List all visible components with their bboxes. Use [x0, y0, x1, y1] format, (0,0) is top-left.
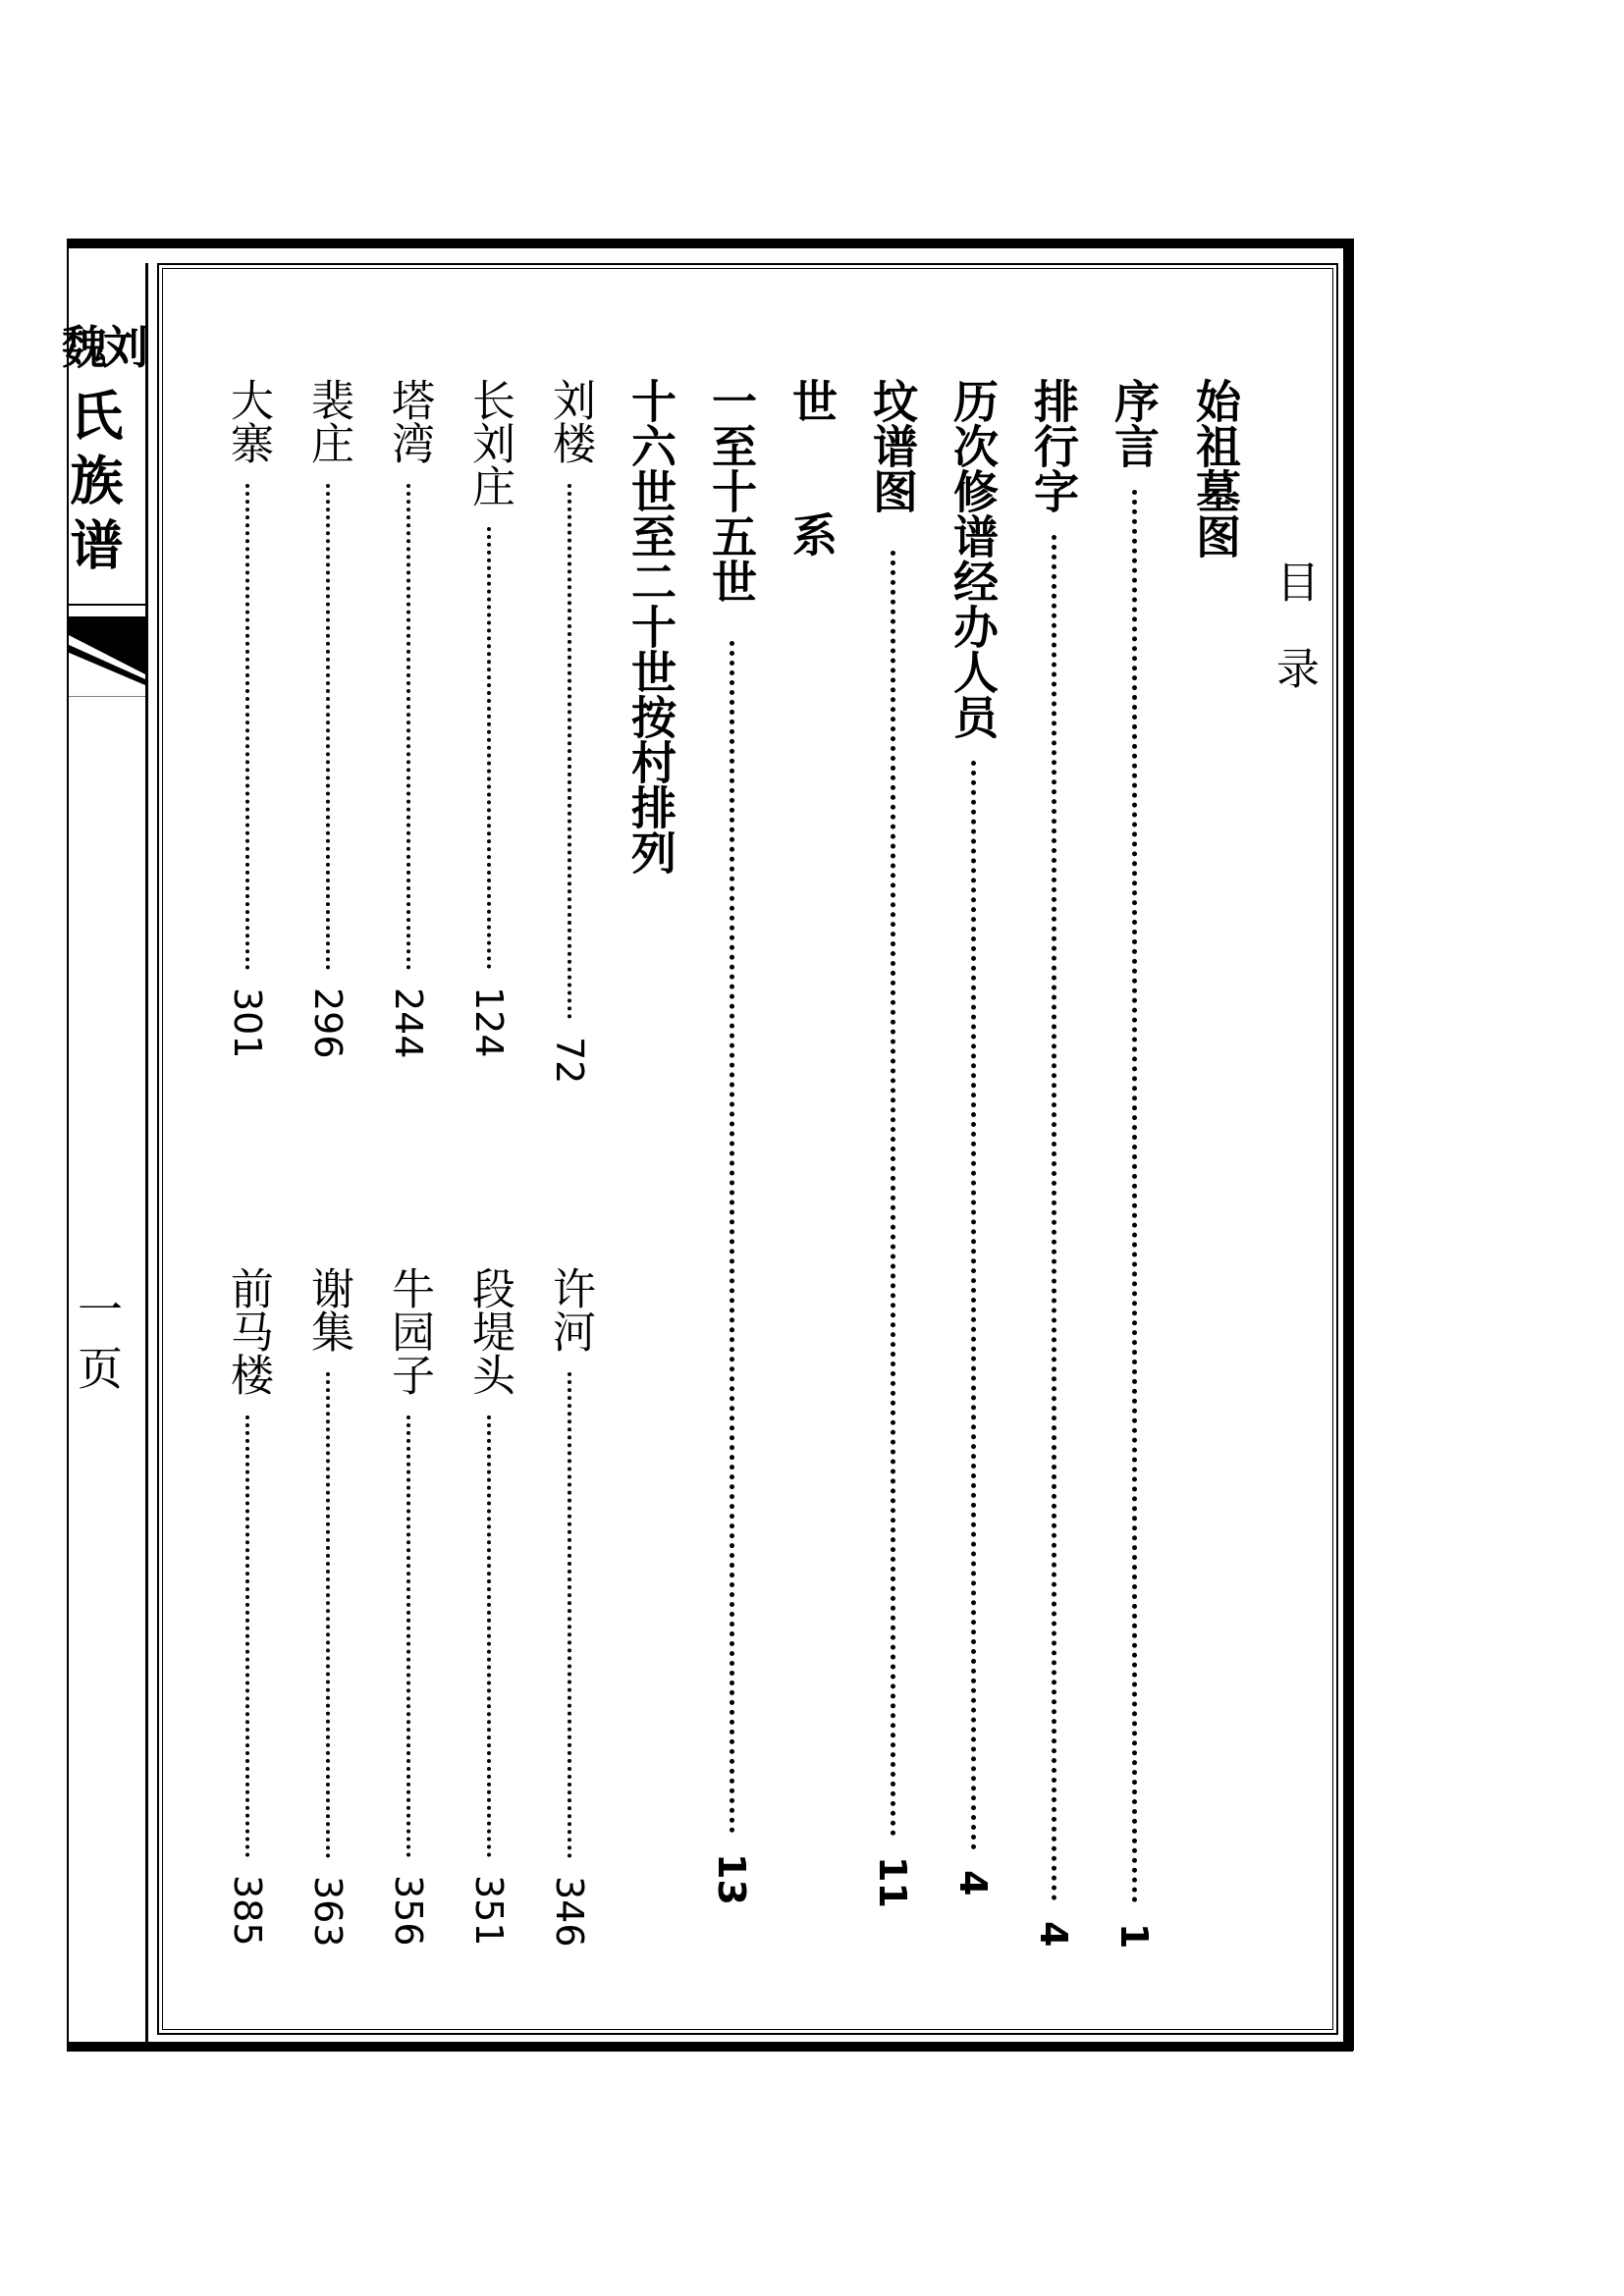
dotted-leader: [406, 1415, 410, 1857]
fish-tail-ornament-icon: [67, 616, 147, 697]
toc-entry-page: 13: [710, 1853, 753, 1905]
dotted-leader: [730, 641, 734, 1834]
spine-page-number: 一页: [71, 1286, 124, 1404]
toc-entry-page: 356: [387, 1875, 430, 1947]
toc-entry-page: 296: [306, 988, 350, 1059]
dotted-leader: [1132, 490, 1137, 1903]
spine-subtitle: 魏刘: [62, 321, 144, 374]
toc-village-niuyuanzi[interactable]: [384, 1266, 434, 1947]
toc-entry-label: 一至十五世: [705, 378, 758, 604]
toc-entry-label: 刘楼: [545, 378, 595, 464]
dotted-leader: [245, 1415, 249, 1857]
toc-entry-page: 4: [1032, 1921, 1075, 1948]
toc-village-xuhe[interactable]: [545, 1266, 595, 1948]
dotted-leader: [487, 527, 491, 969]
toc-village-changliuzhuang[interactable]: [464, 378, 514, 1058]
toc-entry-label: 谢集: [303, 1266, 353, 1353]
toc-entry-page: 11: [871, 1856, 914, 1908]
toc-entry-label: 塔湾: [384, 378, 434, 464]
dotted-leader: [971, 761, 976, 1850]
toc-village-dazhai[interactable]: [223, 378, 273, 1059]
toc-entry-grave-map[interactable]: [866, 378, 919, 1908]
toc-entry-page: 4: [951, 1870, 995, 1896]
toc-heading: 目 录: [1269, 560, 1319, 689]
toc-entry-page: 124: [467, 987, 511, 1058]
toc-village-tawan[interactable]: [384, 378, 434, 1059]
frame-top-border: [67, 239, 1353, 248]
toc-entry-compilers[interactable]: [947, 378, 1000, 1896]
spine-divider: [67, 604, 147, 606]
toc-section-lineage: 世 系: [785, 378, 839, 578]
dotted-leader: [891, 551, 895, 1837]
toc-entry-label: 牛园子: [384, 1266, 434, 1396]
toc-entry-preface[interactable]: [1108, 378, 1161, 1949]
toc-entry-generation-chars[interactable]: [1027, 378, 1080, 1948]
toc-entry-page: 363: [306, 1876, 350, 1948]
toc-entry-label: 大寨: [223, 378, 273, 464]
toc-entry-label: 始祖墓图: [1189, 378, 1242, 559]
dotted-leader: [568, 1372, 571, 1858]
toc-entry-label: 坟谱图: [866, 378, 919, 513]
toc-entry-label: 排行字: [1027, 378, 1080, 513]
dotted-leader: [1052, 535, 1056, 1901]
dotted-leader: [568, 484, 571, 1019]
toc-village-liulou[interactable]: [545, 378, 595, 1085]
toc-entry-label: 十六世至二十世按村排列: [624, 378, 677, 875]
frame-right-border: [1343, 239, 1354, 2051]
toc-entry-label: 前马楼: [223, 1266, 273, 1396]
toc-entry-label: 裴庄: [303, 378, 353, 464]
dotted-leader: [487, 1415, 491, 1857]
toc-entry-label: 历次修谱经办人员: [947, 378, 1000, 739]
toc-entry-label: 许河: [545, 1266, 595, 1353]
toc-village-qianmalou[interactable]: [223, 1266, 273, 1947]
toc-entry-label: 段堤头: [464, 1266, 514, 1396]
dotted-leader: [406, 484, 410, 970]
toc-entry-page: 72: [548, 1037, 591, 1085]
toc-entry-gen-16-20-by-village[interactable]: [624, 378, 677, 875]
toc-entry-page: 301: [226, 988, 269, 1059]
dotted-leader: [326, 1372, 330, 1858]
toc-entry-page: 351: [467, 1875, 511, 1947]
toc-village-peizhuang[interactable]: [303, 378, 353, 1059]
dotted-leader: [326, 484, 330, 970]
toc-entry-tomb-map[interactable]: [1189, 378, 1242, 559]
dotted-leader: [245, 484, 249, 970]
frame-bottom-border: [67, 2042, 1353, 2052]
toc-entry-label: 长刘庄: [464, 378, 514, 507]
spine-inner-border: [145, 263, 148, 2042]
toc-entry-page: 244: [387, 988, 430, 1059]
toc-entry-page: 346: [548, 1876, 591, 1948]
toc-village-duantitou[interactable]: [464, 1266, 514, 1947]
toc-village-xieji[interactable]: [303, 1266, 353, 1948]
toc-entry-page: 1: [1112, 1923, 1156, 1949]
toc-entry-gen-1-15[interactable]: [705, 378, 758, 1905]
toc-entry-label: 序言: [1108, 378, 1161, 468]
toc-entry-page: 385: [226, 1875, 269, 1947]
spine-title: 氏族谱: [62, 388, 125, 582]
